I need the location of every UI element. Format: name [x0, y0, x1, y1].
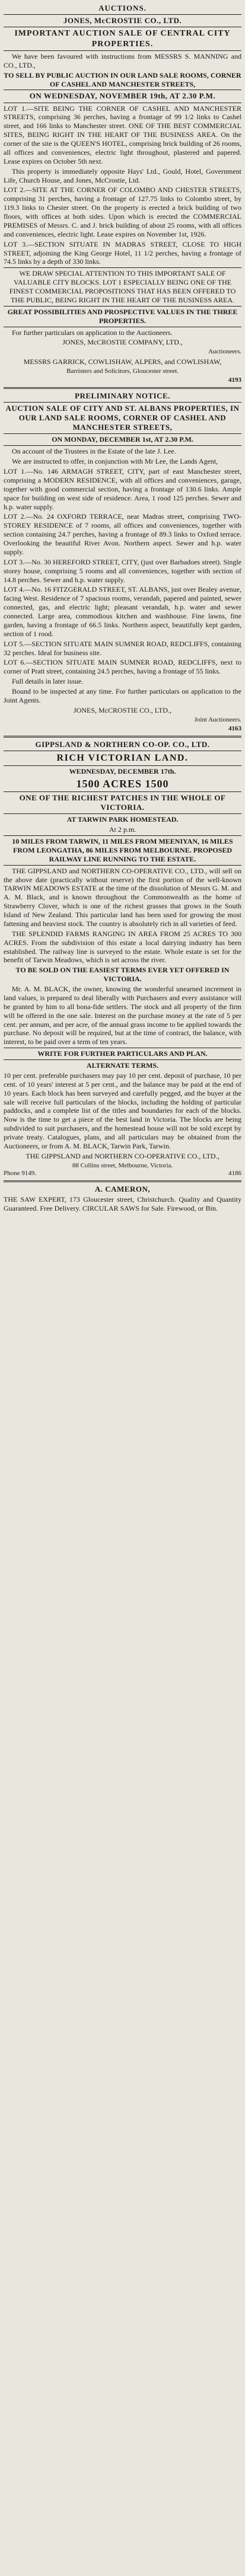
ad-header: PRELIMINARY NOTICE.: [75, 391, 170, 401]
auction-date: WEDNESDAY, DECEMBER 17th.: [69, 767, 176, 775]
ad-title: RICH VICTORIAN LAND.: [56, 753, 189, 764]
divider: [4, 50, 241, 51]
newspaper-page: [2, 0, 243, 1218]
divider: [4, 835, 241, 836]
ad-subtitle: ONE OF THE RICHEST PATCHES IN THE WHOLE OF VICTORIA.: [19, 793, 226, 812]
company-phone: Phone 9149.: [4, 1170, 36, 1177]
lot-1: LOT 1.—No. 146 ARMAGH STREET, CITY, part of east Manchester street, comprising a MODERN RESIDENCE, with all offices and conveniences, garage, together with good commercial section, having a frontage of 130.6 links. Ample space for building on west side of residence. Area, 1 rood 125 perches. Sewer and h.p. water supply.: [4, 467, 241, 511]
lot-3: LOT 3.—No. 30 HEREFORD STREET, CITY, (just over Barbadoes street). Single storey house, comprising 5 rooms and all conveniences, together with section of 14.8 perches. Sewer and h.p. water supply.: [4, 557, 241, 584]
auction-date: ON WEDNESDAY, NOVEMBER 19th, AT 2.30 P.M.: [29, 91, 216, 101]
ad-heading: AUCTION SALE OF CITY AND ST. ALBANS PROPERTIES, IN OUR LAND SALE ROOMS, CORNER OF CASHEL AND MANCHESTER STREETS,: [5, 404, 240, 432]
full-details: Full details in later issue.: [12, 677, 84, 686]
signature-auctioneer: JONES, McCROSTIE COMPANY, LTD.,: [62, 338, 183, 347]
ad-instruction: TO SELL BY PUBLIC AUCTION IN OUR LAND SALE ROOMS, CORNER OF CASHEL AND MANCHESTER STREETS,: [4, 71, 241, 88]
ad-separator: [4, 736, 241, 738]
auction-date: ON MONDAY, DECEMBER 1st, AT 2.30 P.M.: [52, 435, 193, 444]
signature-role: Auctioneers.: [208, 348, 241, 356]
alternate-terms-heading: ALTERNATE TERMS.: [86, 1061, 159, 1070]
divider: [4, 306, 241, 307]
divider: [4, 402, 241, 403]
saw-expert-ad: [4, 1185, 241, 1213]
lot-1-note: This property is immediately opposite Hays' Ltd., Gould, Hotel, Government Life, Church House, and Jones, McCrostie, Ltd.: [4, 167, 241, 184]
ad-header: GIPPSLAND & NORTHERN CO-OP. CO., LTD.: [35, 739, 210, 749]
lot-4: LOT 4.—No. 16 FITZGERALD STREET, ST. ALBANS, just over Bealey avenue, facing West. Residence of 7 spacious rooms, verandah, papered and painted, sewer connected, gas, and electric light; pleasant verandah, h.p. water and sewer connected. Large area, commodious kitchen and washhouse. Fine lawns, fine garden, having a frontage of 66.5 links. Northern aspect, beautifully kept garden, section of 1 rood.: [4, 585, 241, 638]
estate-note: On account of the Trustees in the Estate of the late J. Lee.: [12, 447, 176, 456]
lot-5: LOT 5.—SECTION SITUATE MAIN SUMNER ROAD, REDCLIFFS, containing 32 perches. Ideal for business site.: [4, 639, 241, 657]
inspection-note: Bound to be inspected at any time. For further particulars on application to the Joint Agents.: [4, 687, 241, 704]
terms-heading: TO BE SOLD ON THE EASIEST TERMS EVER YET OFFERED IN VICTORIA.: [15, 966, 230, 984]
ad-separator: [4, 387, 241, 389]
special-attention: WE DRAW SPECIAL ATTENTION TO THIS IMPORTANT SALE OF VALUABLE CITY BLOCKS. LOT 1 ESPECIALLY BEING ONE OF THE FINEST COMMERCIAL PROPOSITIONS THAT HAS BEEN OFFERED TO THE PUBLIC, BEING RIGHT IN THE HEART OF THE BUSINESS AREA.: [9, 269, 236, 304]
ad-number: 4186: [228, 1170, 241, 1177]
ad-body: THE SAW EXPERT, 173 Gloucester street, Christchurch. Quality and Quantity Guaranteed. Free Delivery. CIRCULAR SAWS for Sale. Firewood, or Bin.: [4, 1195, 241, 1212]
divider: [4, 433, 241, 434]
divider: [4, 791, 241, 792]
phone-line: [4, 1170, 241, 1178]
sale-place: AT TARWIN PARK HOMESTEAD.: [66, 815, 179, 824]
signature-solicitors: MESSRS GARRICK, COWLISHAW, ALPERS, and COWLISHAW,: [23, 357, 222, 366]
auction-ad-victorian-land: [4, 740, 241, 1178]
lot-1: LOT 1.—SITE BEING THE CORNER OF CASHEL AND MANCHESTER STREETS, comprising 36 perches, having a frontage of 99 1/2 links to Cashel street, and 166 links to Manchester street. ONE OF THE BEST COMMERCIAL SITES, BEING RIGHT IN THE HEART OF THE BUSINESS AREA. On the corner of the site is the QUEEN'S HOTEL, comprising brick building of 26 rooms, all offices and conveniences, electric light throughout, plastered and papered. Lease expires on October 5th next.: [4, 104, 241, 165]
auction-ad-preliminary: [4, 391, 241, 733]
body-paragraph: Mr. A. M. BLACK, the owner, knowing the wonderful unearned increment in land values, is prepared to deal liberally with Purchasers and every assistance will be granted by him to all bona-fide settlers. The stock and all property of the firm will be offered in the one sale. Interest on the purchase money at the rate of 5 per cent. per annum, and per acre, of the annual grass income to be applied towards the purchase. No deposit will be required, but at the time of contract, the balance, with interest, to be paid over a term of ten years.: [4, 985, 241, 1046]
divider: [4, 267, 241, 268]
ad-name: A. CAMERON,: [94, 1184, 151, 1193]
divider: [4, 865, 241, 866]
divider: [4, 14, 241, 15]
further-particulars: For further particulars on application to the Auctioneers.: [12, 328, 173, 337]
divider: [4, 765, 241, 766]
lot-3: LOT 3.—SECTION SITUATE IN MADRAS STREET, CLOSE TO HIGH STREET, adjoining the King George Hotel, 11 1/2 perches, having a frontage of 74.5 links by a depth of 330 links.: [4, 240, 241, 266]
auction-ad-city-properties: [4, 16, 241, 385]
ad-intro: We are instructed to offer, in conjunction with Mr Lee, the Lands Agent,: [12, 457, 218, 466]
firm-title: JONES, McCROSTIE CO., LTD.: [63, 16, 182, 25]
section-header: AUCTIONS.: [98, 4, 147, 12]
signature-auctioneer: JONES, McCROSTIE CO., LTD.,: [74, 706, 171, 714]
divider: [4, 1059, 241, 1060]
signature-role: Joint Auctioneers.: [194, 716, 241, 723]
ad-number: 4193: [228, 376, 241, 384]
signature-company: THE GIPPSLAND and NORTHERN CO-OPERATIVE CO., LTD.,: [26, 1151, 219, 1160]
divider: [4, 445, 241, 446]
company-address: 88 Collins street, Melbourne, Victoria.: [72, 1161, 173, 1169]
lot-2: LOT 2.—SITE AT THE CORNER OF COLOMBO AND CHESTER STREETS, comprising 31 perches, having a frontage of 127.75 links to Colombo street, by 119.3 links to Chester street. On the property is erected a brick building of two floors, with offices at both sides. Upon which is erected the COMMERCIAL PREMISES of Messrs. C. and J. brick building of about 25 rooms, with all offices and conveniences, electric light. Lease expires on November 1st, 1926.: [4, 186, 241, 238]
ad-heading: IMPORTANT AUCTION SALE OF CENTRAL CITY PROPERTIES.: [14, 29, 231, 49]
alternate-terms-body: 10 per cent. preferable purchasers may pay 10 per cent. deposit of purchase, 10 per cent. of 10 years' interest at 5 per cent., and the balance may be paid at the end of 10 years. Each block has been surveyed and carefully pegged, and the buyer at the sale will receive full particulars of the blocks, including the holding of particular paddocks, and a complete list of the titles and boundaries for each of the blocks. Now is the time to get a piece of the best land in Victoria. The blocks are being subdivided to suit purchasers, and the homestead house will not be sold except by private treaty. Catalogues, plans, and all particulars may be obtained from the Auctioneers, or from A. M. BLACK, Tarwin Park, Tarwin.: [4, 1071, 241, 1150]
acreage: 1500 ACRES 1500: [76, 777, 169, 790]
lot-2: LOT 2.—No. 24 OXFORD TERRACE, near Madras street, comprising TWO-STOREY RESIDENCE of 7 rooms, all offices and conveniences, together with section containing 24.7 perches, having a frontage of 89.3 links to Oxford terrace. Overlooking the beautiful River Avon. Northern aspect. Sewer and h.p. water supply.: [4, 512, 241, 556]
body-paragraph: THE SPLENDID FARMS RANGING IN AREA FROM 25 ACRES TO 300 ACRES. From the subdivision of this estate a local dairying industry has been established. The railway line is surveyed to the estate. Whole estate is set for the benefit of Tarwin Meadows, which is set across the river.: [4, 929, 241, 965]
sale-time: At 2 p.m.: [109, 825, 136, 834]
write-for-particulars: WRITE FOR FURTHER PARTICULARS AND PLAN.: [37, 1049, 208, 1058]
location: 10 MILES FROM TARWIN, 11 MILES FROM MEENIYAN, 16 MILES FROM LEONGATHA, 86 MILES FROM MELBOURNE. PROPOSED RAILWAY LINE RUNNING TO THE ESTATE.: [12, 837, 233, 863]
solicitors-role: Barristers and Solicitors, Gloucester street.: [66, 367, 179, 375]
ad-intro: We have been favoured with instructions from MESSRS S. MANNING and CO., LTD.,: [4, 52, 241, 69]
ad-number: 4163: [228, 725, 241, 733]
divider: [4, 813, 241, 814]
possibilities: GREAT POSSIBILITIES AND PROSPECTIVE VALUES IN THE THREE PROPERTIES.: [7, 307, 238, 325]
lot-6: LOT 6.—SECTION SITUATE MAIN SUMNER ROAD, REDCLIFFS, next to corner of Pratt street, containing 24.5 perches, having a frontage of 55 links.: [4, 658, 241, 676]
body-paragraph: THE GIPPSLAND and NORTHERN CO-OPERATIVE CO., LTD., will sell on the above date (practically without reserve) the first portion of the well-known TARWIN MEADOWS ESTATE at the time of the dissolution of Messrs G. M. and A. M. Black, and is known throughout the Commonwealth as the home of Strawberry Clover, which is one of the richest grasses that grows in the South Island of New Zealand. This particular land has been used for growing the most fattening and heaviest stock. The country is absolutely rich in all varieties of feed.: [4, 866, 241, 928]
ad-separator: [4, 1180, 241, 1182]
